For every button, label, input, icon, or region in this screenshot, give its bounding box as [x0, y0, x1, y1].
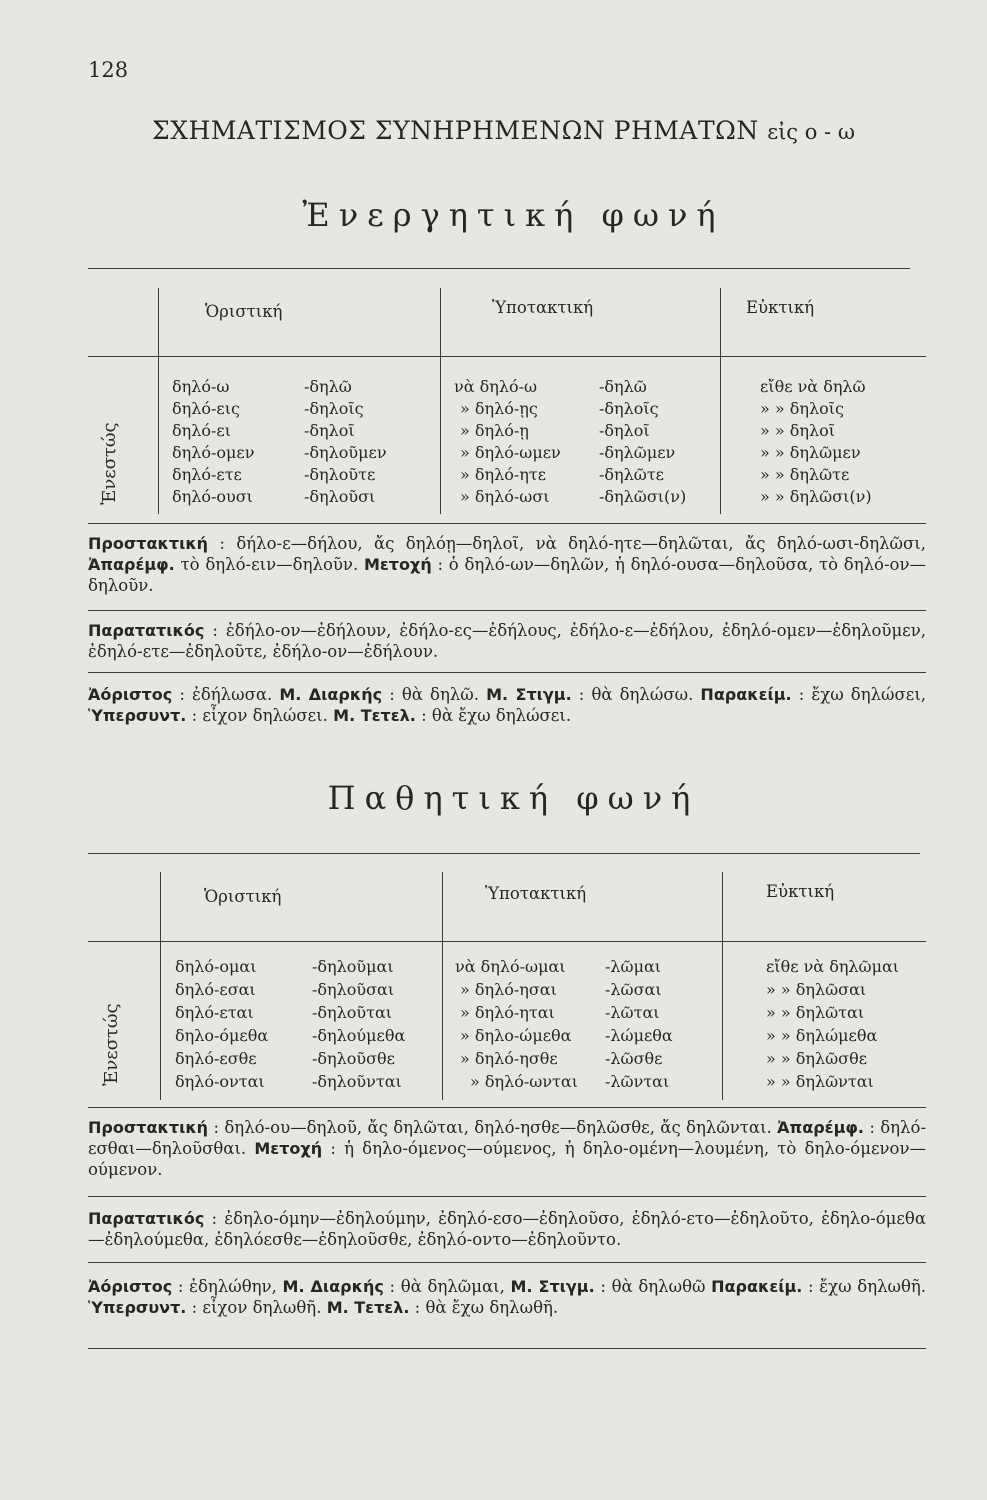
table-cell: » » δηλῶσι(ν): [760, 487, 872, 506]
table-cell: νὰ δηλό-ωμαι: [455, 957, 566, 976]
divider: [88, 1196, 926, 1197]
table-cell: -δηλοῦμαι: [312, 957, 394, 976]
passive-voice-title: Παθητική φωνή: [327, 779, 700, 817]
future-simple-label: Μ. Στιγμ.: [510, 1277, 595, 1296]
aorist-label: Ἀόριστος: [88, 685, 173, 704]
table-cell: -δηλοῖς: [599, 399, 659, 418]
table-cell: -λῶνται: [605, 1072, 670, 1091]
table-cell: νὰ δηλό-ω: [454, 377, 538, 396]
active-table-divider-1: [158, 288, 159, 514]
participle-label: Μετοχή: [363, 555, 432, 574]
table-cell: εἴθε νὰ δηλῶ: [760, 377, 866, 396]
active-imperative-block: Προστακτική : δήλο-ε—δήλου, ἄς δηλόῃ—δηλοῖ, νὰ δηλό-ητε—δηλῶται, ἄς δηλό-ωσι-δηλῶσι, Ἀπαρέμφ. τὸ δηλό-ειν—δηλοῦν. Μετοχή : ὁ δηλό-ων—δηλῶν, ἡ δηλό-ουσα—δηλοῦσα, τὸ δηλό-ον—δηλοῦν.: [88, 534, 927, 595]
page-title-main: ΣΧΗΜΑΤΙΣΜΟΣ ΣΥΝΗΡΗΜΕΝΩΝ ΡΗΜΑΤΩΝ: [152, 116, 759, 145]
page-title-suffix: εἰς ο - ω: [767, 120, 855, 144]
passive-table-top-rule: [88, 853, 920, 854]
table-cell: » δηλό-ωμεν: [460, 443, 561, 462]
divider: [88, 672, 926, 673]
table-cell: » » δηλοῖς: [760, 399, 844, 418]
table-cell: δηλό-εσθε: [175, 1049, 257, 1068]
page-title: [0, 116, 987, 145]
passive-header-optative: Εὐκτική: [766, 882, 835, 901]
aorist-label: Ἀόριστος: [88, 1277, 173, 1296]
passive-imperfect-block: Παρατατικός : ἐδηλο-όμην—ἐδηλούμην, ἐδηλό-εσο—ἐδηλοῦσο, ἐδηλό-ετο—ἐδηλοῦτο, ἐδηλο-όμεθα—ἐδηλούμεθα, ἐδηλόεσθε—ἐδηλοῦσθε, ἐδηλό-οντο—ἐδηλοῦντο.: [88, 1209, 926, 1249]
active-voice-title: Ἐνεργητική φωνή: [302, 196, 725, 234]
passive-tense-label: Ἐνεστώς: [101, 1003, 122, 1086]
active-header-subjunctive: Ὑποτακτική: [492, 298, 594, 317]
table-cell: -δηλούμεθα: [312, 1026, 406, 1045]
table-cell: -δηλῶ: [599, 377, 647, 396]
table-cell: -λῶσαι: [605, 980, 662, 999]
active-table-bottom-rule: [88, 523, 926, 524]
table-cell: -λῶμαι: [605, 957, 662, 976]
table-cell: » » δηλῶνται: [766, 1072, 874, 1091]
future-continuous-label: Μ. Διαρκής: [279, 685, 383, 704]
table-cell: -λώμεθα: [605, 1026, 673, 1045]
table-cell: -λῶσθε: [605, 1049, 663, 1068]
table-cell: » δηλό-ηται: [460, 1003, 555, 1022]
table-cell: δηλό-ομαι: [175, 957, 257, 976]
active-table-header-rule: [88, 356, 926, 357]
passive-table-header-rule: [88, 941, 926, 942]
page-number: 128: [88, 58, 129, 82]
table-cell: -δηλοῖ: [599, 421, 650, 440]
passive-other-tenses-block: Ἀόριστος : ἐδηλώθην, Μ. Διαρκής : θὰ δηλῶμαι, Μ. Στιγμ. : θὰ δηλωθῶ Παρακείμ. : ἔχω δηλωθῆ. Ὑπερσυντ. : εἶχον δηλωθῆ. Μ. Τετελ. : θὰ ἔχω δηλωθῆ.: [88, 1277, 927, 1317]
table-cell: εἴθε νὰ δηλῶμαι: [766, 957, 900, 976]
table-cell: » » δηλώμεθα: [766, 1026, 878, 1045]
perfect-label: Παρακείμ.: [700, 685, 792, 704]
table-cell: -δηλῶ: [304, 377, 352, 396]
passive-table-divider-3: [722, 872, 723, 1100]
future-perfect-label: Μ. Τετελ.: [326, 1298, 410, 1317]
active-imperfect-block: Παρατατικός : ἐδήλο-ον—ἐδήλουν, ἐδήλο-ες—ἐδήλους, ἐδήλο-ε—ἐδήλου, ἐδηλό-ομεν—ἐδηλοῦμεν, ἐδηλό-ετε—ἐδηλοῦτε, ἐδήλο-ον—ἐδήλουν.: [88, 621, 926, 661]
table-cell: » δηλό-ῃς: [460, 399, 538, 418]
table-cell: » » δηλοῖ: [760, 421, 836, 440]
table-cell: » » δηλῶσθε: [766, 1049, 867, 1068]
participle-label: Μετοχή: [254, 1139, 323, 1158]
table-cell: » » δηλῶται: [766, 1003, 865, 1022]
table-cell: δηλό-εσαι: [175, 980, 256, 999]
infinitive-label: Ἀπαρέμφ.: [88, 555, 175, 574]
table-cell: » δηλό-ησθε: [460, 1049, 558, 1068]
table-cell: δηλό-ουσι: [172, 487, 253, 506]
table-cell: -δηλοῦται: [312, 1003, 393, 1022]
imperfect-label: Παρατατικός: [88, 621, 205, 640]
pluperfect-label: Ὑπερσυντ.: [88, 706, 187, 725]
passive-table-divider-2: [442, 872, 443, 1100]
divider: [88, 610, 926, 611]
future-continuous-label: Μ. Διαρκής: [282, 1277, 384, 1296]
active-header-optative: Εὐκτική: [746, 298, 815, 317]
table-cell: » δηλό-ῃ: [460, 421, 529, 440]
table-cell: » δηλό-ωσι: [460, 487, 550, 506]
imperative-label: Προστακτική: [88, 534, 209, 553]
table-cell: -λῶται: [605, 1003, 660, 1022]
table-cell: δηλό-ονται: [175, 1072, 265, 1091]
table-cell: » δηλό-ωνται: [470, 1072, 578, 1091]
table-cell: » » δηλῶτε: [760, 465, 850, 484]
divider: [88, 1262, 926, 1263]
future-simple-label: Μ. Στιγμ.: [486, 685, 572, 704]
table-cell: -δηλοῦμεν: [304, 443, 387, 462]
imperative-label: Προστακτική: [88, 1118, 209, 1137]
passive-table-bottom-rule: [88, 1107, 926, 1108]
active-header-indicative: Ὁριστική: [205, 302, 283, 321]
table-cell: » » δηλῶσαι: [766, 980, 867, 999]
table-cell: δηλό-εις: [172, 399, 240, 418]
divider: [88, 1348, 926, 1349]
table-cell: δηλό-εται: [175, 1003, 254, 1022]
table-cell: -δηλῶσι(ν): [599, 487, 687, 506]
passive-header-subjunctive: Ὑποτακτική: [485, 884, 587, 903]
table-cell: » δηλό-ητε: [460, 465, 546, 484]
active-tense-label: Ἐνεστώς: [99, 422, 120, 505]
future-perfect-label: Μ. Τετελ.: [333, 706, 416, 725]
table-cell: -δηλοῖ: [304, 421, 355, 440]
table-cell: -δηλοῦσαι: [312, 980, 395, 999]
table-cell: δηλο-όμεθα: [175, 1026, 269, 1045]
passive-header-indicative: Ὁριστική: [204, 887, 282, 906]
infinitive-label: Ἀπαρέμφ.: [777, 1118, 864, 1137]
passive-table-divider-1: [160, 872, 161, 1100]
table-cell: δηλό-ομεν: [172, 443, 255, 462]
table-cell: δηλό-ω: [172, 377, 230, 396]
table-cell: δηλό-ετε: [172, 465, 242, 484]
table-cell: -δηλοῦσι: [304, 487, 376, 506]
table-cell: » δηλό-ησαι: [460, 980, 557, 999]
active-table-divider-3: [720, 288, 721, 514]
table-cell: -δηλῶτε: [599, 465, 664, 484]
active-table-top-rule: [88, 268, 910, 269]
active-other-tenses-block: Ἀόριστος : ἐδήλωσα. Μ. Διαρκής : θὰ δηλῶ. Μ. Στιγμ. : θὰ δηλώσω. Παρακείμ. : ἔχω δηλώσει, Ὑπερσυντ. : εἶχον δηλώσει. Μ. Τετελ. : θὰ ἔχω δηλώσει.: [88, 685, 927, 725]
table-cell: -δηλοῖς: [304, 399, 364, 418]
table-cell: -δηλοῦσθε: [312, 1049, 395, 1068]
passive-imperative-block: Προστακτική : δηλό-ου—δηλοῦ, ἄς δηλῶται, δηλό-ησθε—δηλῶσθε, ἄς δηλῶνται. Ἀπαρέμφ. : δηλό-εσθαι—δηλοῦσθαι. Μετοχή : ἡ δηλο-όμενος—ούμενος, ἡ δηλο-ομένη—λουμένη, τὸ δηλο-όμενον—ούμενον.: [88, 1118, 927, 1179]
perfect-label: Παρακείμ.: [711, 1277, 803, 1296]
table-cell: -δηλῶμεν: [599, 443, 676, 462]
table-cell: » δηλο-ώμεθα: [460, 1026, 572, 1045]
table-cell: δηλό-ει: [172, 421, 231, 440]
table-cell: » » δηλῶμεν: [760, 443, 861, 462]
active-table-divider-2: [440, 288, 441, 514]
table-cell: -δηλοῦνται: [312, 1072, 402, 1091]
pluperfect-label: Ὑπερσυντ.: [88, 1298, 187, 1317]
table-cell: -δηλοῦτε: [304, 465, 376, 484]
imperfect-label: Παρατατικός: [88, 1209, 205, 1228]
